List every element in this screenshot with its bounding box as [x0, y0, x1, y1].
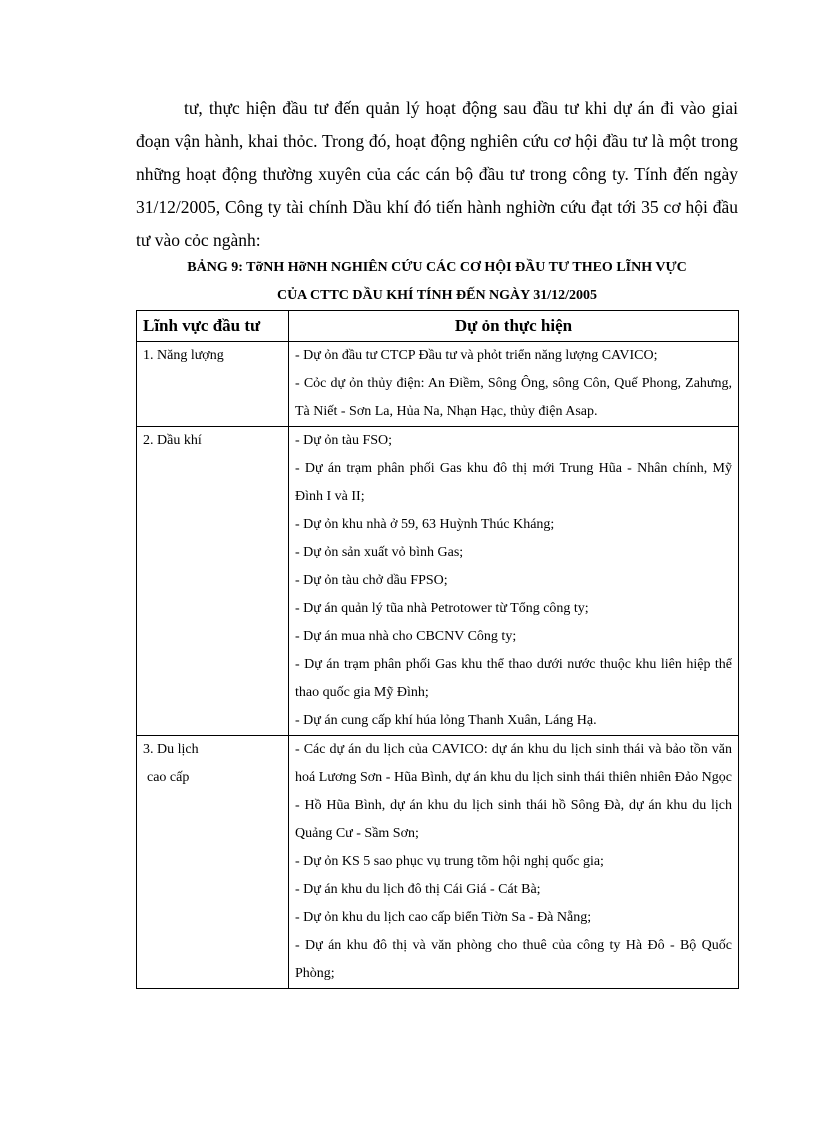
table-header-row — [137, 311, 739, 342]
project-item: - Các dự án du lịch của CAVICO: dự án khu du lịch sinh thái và bảo tồn văn hoá Lương Sơn - Hũa Bình, dự án khu du lịch sinh thái thiên nhiên Đảo Ngọc - Hồ Hũa Bình, dự án khu du lịch sinh thái hồ Sông Đà, dự án khu du lịch Quảng Cư - Sầm Sơn; — [295, 742, 732, 841]
table-body — [137, 342, 739, 989]
header-field: Lĩnh vực đầu tư — [137, 311, 289, 342]
field-cell — [137, 736, 289, 989]
table-row — [137, 342, 739, 427]
field-cell — [137, 427, 289, 736]
table-row — [137, 427, 739, 736]
project-item: - Dự ỏn tàu FSO; — [295, 433, 393, 448]
table-title-line-1: BẢNG 9: TỡNH HỡNH NGHIÊN CỨU CÁC CƠ HỘI ĐẦU TƯ THEO LĨNH VỰC — [187, 260, 687, 275]
field-label: 3. Du lịch — [143, 742, 199, 757]
field-label: cao cấp — [147, 770, 190, 785]
project-item: - Dự ỏn đầu tư CTCP Đầu tư và phỏt triển năng lượng CAVICO; — [295, 348, 658, 363]
projects-cell — [289, 736, 739, 989]
project-item: - Dự án khu du lịch đô thị Cái Giá - Cát Bà; — [295, 882, 541, 897]
table-title — [136, 254, 738, 310]
project-item: - Dự ỏn khu nhà ở 59, 63 Huỳnh Thúc Kháng; — [295, 517, 555, 532]
projects-cell — [289, 427, 739, 736]
project-item: - Dự án quản lý tũa nhà Petrotower từ Tổng công ty; — [295, 601, 589, 616]
field-label: 2. Dầu khí — [143, 433, 202, 448]
project-item: - Cỏc dự ỏn thủy điện: An Điềm, Sông Ông, sông Côn, Quế Phong, Zahưng, Tà Niết - Sơn La, Hủa Na, Nhạn Hạc, thủy điện Asap. — [295, 376, 732, 419]
intro-paragraph: tư, thực hiện đầu tư đến quản lý hoạt động sau đầu tư khi dự án đi vào giai đoạn vận hành, khai thỏc. Trong đó, hoạt động nghiên cứu cơ hội đầu tư là một trong những hoạt động thường xuyên của các cán bộ đầu tư trong công ty. Tính đến ngày 31/12/2005, Công ty tài chính Dầu khí đó tiến hành nghiờn cứu đạt tới 35 cơ hội đầu tư vào cỏc ngành: — [136, 98, 738, 250]
field-cell — [137, 342, 289, 427]
project-item: - Dự ỏn khu du lịch cao cấp biển Tiờn Sa - Đà Nẵng; — [295, 910, 592, 925]
project-item: - Dự án trạm phân phối Gas khu thể thao dưới nước thuộc khu liên hiệp thể thao quốc gia Mỹ Đình; — [295, 657, 732, 700]
project-item: - Dự án cung cấp khí húa lỏng Thanh Xuân, Láng Hạ. — [295, 713, 597, 728]
project-item: - Dự án mua nhà cho CBCNV Công ty; — [295, 629, 517, 644]
project-item: - Dự ỏn sản xuất vỏ bình Gas; — [295, 545, 464, 560]
table-title-line-2: CỦA CTTC DẦU KHÍ TÍNH ĐẾN NGÀY 31/12/2005 — [276, 288, 598, 303]
project-item: - Dự án khu đô thị và văn phòng cho thuê của công ty Hà Đô - Bộ Quốc Phòng; — [295, 938, 732, 981]
projects-cell — [289, 342, 739, 427]
table-row — [137, 736, 739, 989]
investment-projects-table — [136, 310, 739, 989]
project-item: - Dự án trạm phân phối Gas khu đô thị mới Trung Hũa - Nhân chính, Mỹ Đình I và II; — [295, 461, 732, 504]
field-label: 1. Năng lượng — [143, 348, 224, 363]
project-item: - Dự ỏn tàu chở dầu FPSO; — [295, 573, 448, 588]
header-projects: Dự ỏn thực hiện — [289, 311, 739, 342]
project-item: - Dự ỏn KS 5 sao phục vụ trung tõm hội nghị quốc gia; — [295, 854, 604, 869]
